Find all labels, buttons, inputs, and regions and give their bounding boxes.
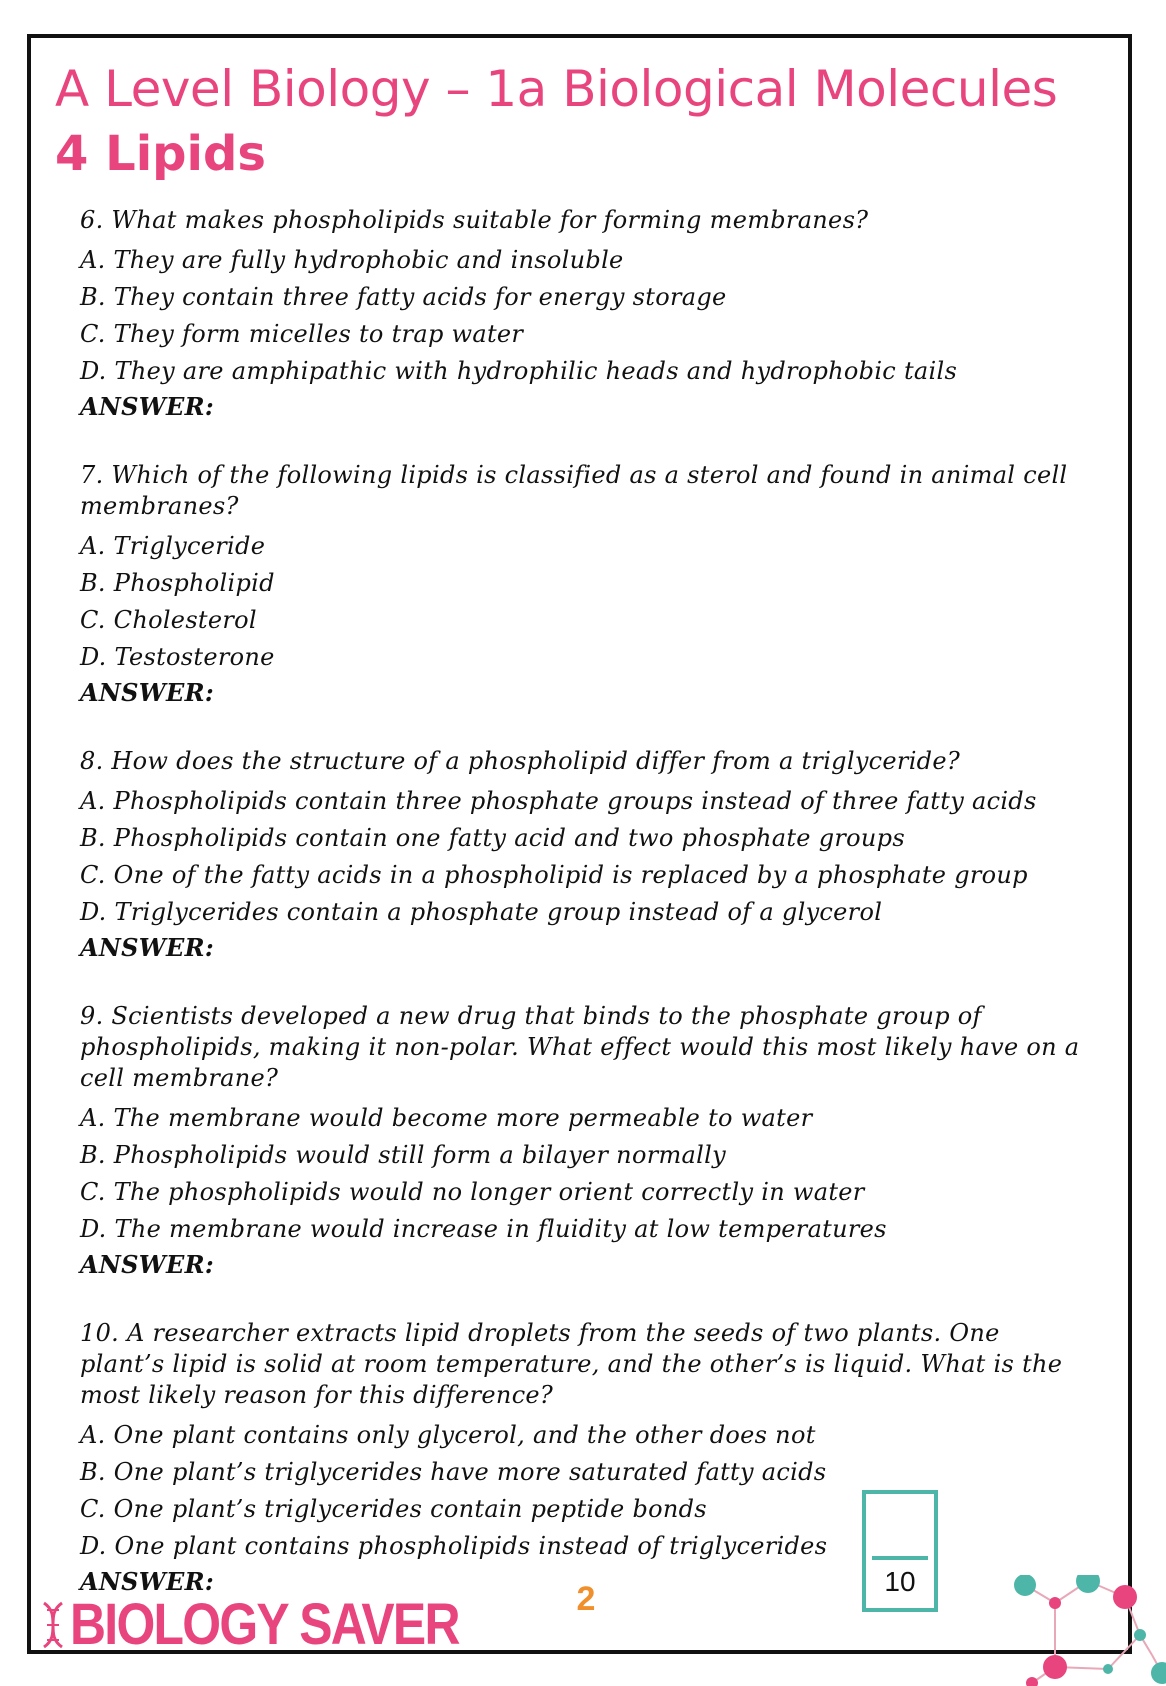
question-7	[80, 460, 1090, 710]
option-c: C. One of the fatty acids in a phospholipid is replaced by a phosphate group	[80, 861, 1028, 889]
option-c: C. They form micelles to trap water	[80, 320, 524, 348]
answer-label: ANSWER:	[80, 392, 215, 421]
brand-logo	[38, 1592, 522, 1657]
answer-label: ANSWER:	[80, 1250, 215, 1279]
option-c: C. Cholesterol	[80, 606, 257, 634]
worksheet-subtitle: 4 Lipids	[55, 126, 266, 182]
option-d: D. One plant contains phospholipids instead of triglycerides	[80, 1532, 828, 1560]
question-list	[80, 205, 1090, 1635]
question-10	[80, 1318, 1090, 1599]
option-a: A. The membrane would become more permeable to water	[80, 1104, 813, 1132]
answer-label: ANSWER:	[80, 933, 215, 962]
option-b: B. Phospholipid	[80, 569, 275, 597]
option-d: D. Triglycerides contain a phosphate group instead of a glycerol	[80, 898, 883, 926]
question-text: 8. How does the structure of a phospholipid differ from a triglyceride?	[80, 747, 961, 775]
option-d: D. Testosterone	[80, 643, 275, 671]
answer-label: ANSWER:	[80, 678, 215, 707]
option-b: B. Phospholipids contain one fatty acid and two phosphate groups	[80, 824, 905, 852]
question-text: 9. Scientists developed a new drug that binds to the phosphate group of phospholipids, making it non-polar. What effect would this most likely have on a cell membrane?	[80, 1002, 1080, 1092]
dna-icon	[38, 1597, 68, 1653]
question-9	[80, 1001, 1090, 1282]
question-text: 7. Which of the following lipids is classified as a sterol and found in animal cell membranes?	[80, 461, 1068, 520]
score-box[interactable]	[862, 1490, 938, 1612]
worksheet-title: A Level Biology – 1a Biological Molecules	[55, 60, 1058, 118]
option-a: A. Phospholipids contain three phosphate groups instead of three fatty acids	[80, 787, 1037, 815]
question-text: 10. A researcher extracts lipid droplets from the seeds of two plants. One plant’s lipid is solid at room temperature, and the other’s is liquid. What is the most likely reason for this difference?	[80, 1319, 1063, 1409]
question-8	[80, 746, 1090, 965]
score-divider	[872, 1556, 928, 1560]
brand-name: BIOLOGY SAVER	[70, 1592, 459, 1657]
answer-label: ANSWER:	[80, 1567, 215, 1596]
option-b: B. They contain three fatty acids for energy storage	[80, 283, 727, 311]
molecule-icon	[1000, 1575, 1166, 1686]
question-text: 6. What makes phospholipids suitable for forming membranes?	[80, 206, 869, 234]
page-number: 2	[576, 1580, 596, 1618]
option-a: A. They are fully hydrophobic and insoluble	[80, 246, 624, 274]
option-b: B. One plant’s triglycerides have more saturated fatty acids	[80, 1458, 827, 1486]
question-6	[80, 205, 1090, 424]
option-d: D. They are amphipathic with hydrophilic heads and hydrophobic tails	[80, 357, 958, 385]
option-d: D. The membrane would increase in fluidity at low temperatures	[80, 1215, 887, 1243]
option-b: B. Phospholipids would still form a bilayer normally	[80, 1141, 726, 1169]
option-c: C. One plant’s triglycerides contain peptide bonds	[80, 1495, 707, 1523]
option-a: A. Triglyceride	[80, 532, 266, 560]
option-a: A. One plant contains only glycerol, and the other does not	[80, 1421, 816, 1449]
score-total: 10	[884, 1566, 916, 1597]
option-c: C. The phospholipids would no longer orient correctly in water	[80, 1178, 865, 1206]
